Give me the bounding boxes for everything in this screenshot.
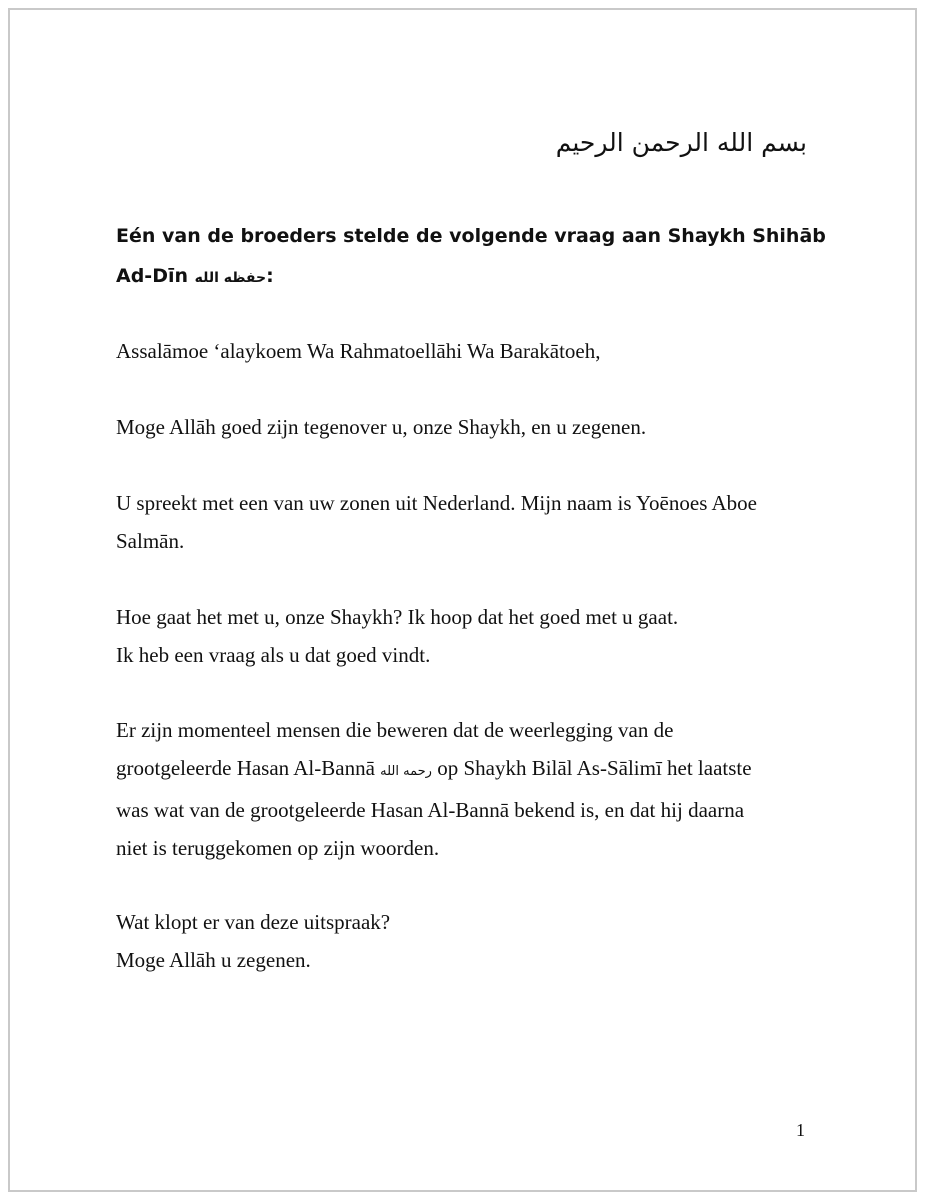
heading-line-2 (116, 256, 816, 298)
question-paragraph (116, 711, 816, 867)
question-line-4: niet is teruggekomen op zijn woorden. (116, 836, 440, 860)
document-page (8, 8, 917, 1192)
intro-line-1: U spreekt met een van uw zonen uit Nederland. Mijn naam is Yoēnoes Aboe (116, 491, 757, 515)
question-line-1: Er zijn momenteel mensen die beweren dat de weerlegging van de (116, 718, 674, 742)
page-number: 1 (796, 1120, 805, 1140)
greeting-paragraph: Assalāmoe ‘alaykoem Wa Rahmatoellāhi Wa Barakātoeh, (116, 339, 601, 363)
heading-name-prefix: Ad-Dīn (116, 265, 195, 287)
closing-line-2: Moge Allāh u zegenen. (116, 948, 311, 972)
question-line-2-prefix: grootgeleerde Hasan Al-Bannā (116, 756, 381, 780)
question-line-3: was wat van de grootgeleerde Hasan Al-Bannā bekend is, en dat hij daarna (116, 798, 745, 822)
question-arabic-honorific: رحمه الله (380, 764, 432, 779)
blessing-paragraph: Moge Allāh goed zijn tegenover u, onze Shaykh, en u zegenen. (116, 415, 647, 439)
wellbeing-line-2: Ik heb een vraag als u dat goed vindt. (116, 643, 431, 667)
question-line-2 (116, 749, 816, 791)
closing-line-1: Wat klopt er van deze uitspraak? (116, 910, 391, 934)
intro-paragraph (116, 484, 816, 560)
basmala-header: بسم الله الرحمن الرحيم (555, 128, 807, 157)
heading-arabic-honorific: حفظه الله (194, 270, 267, 286)
question-heading (116, 216, 826, 298)
question-line-2-suffix: op Shaykh Bilāl As-Sālimī het laatste (431, 756, 752, 780)
wellbeing-paragraph (116, 598, 816, 674)
heading-line-1: Eén van de broeders stelde de volgende vraag aan Shaykh Shihāb (116, 225, 826, 247)
wellbeing-line-1: Hoe gaat het met u, onze Shaykh? Ik hoop dat het goed met u gaat. (116, 605, 679, 629)
intro-line-2: Salmān. (116, 529, 185, 553)
heading-colon: : (266, 265, 274, 287)
closing-paragraph (116, 903, 816, 979)
